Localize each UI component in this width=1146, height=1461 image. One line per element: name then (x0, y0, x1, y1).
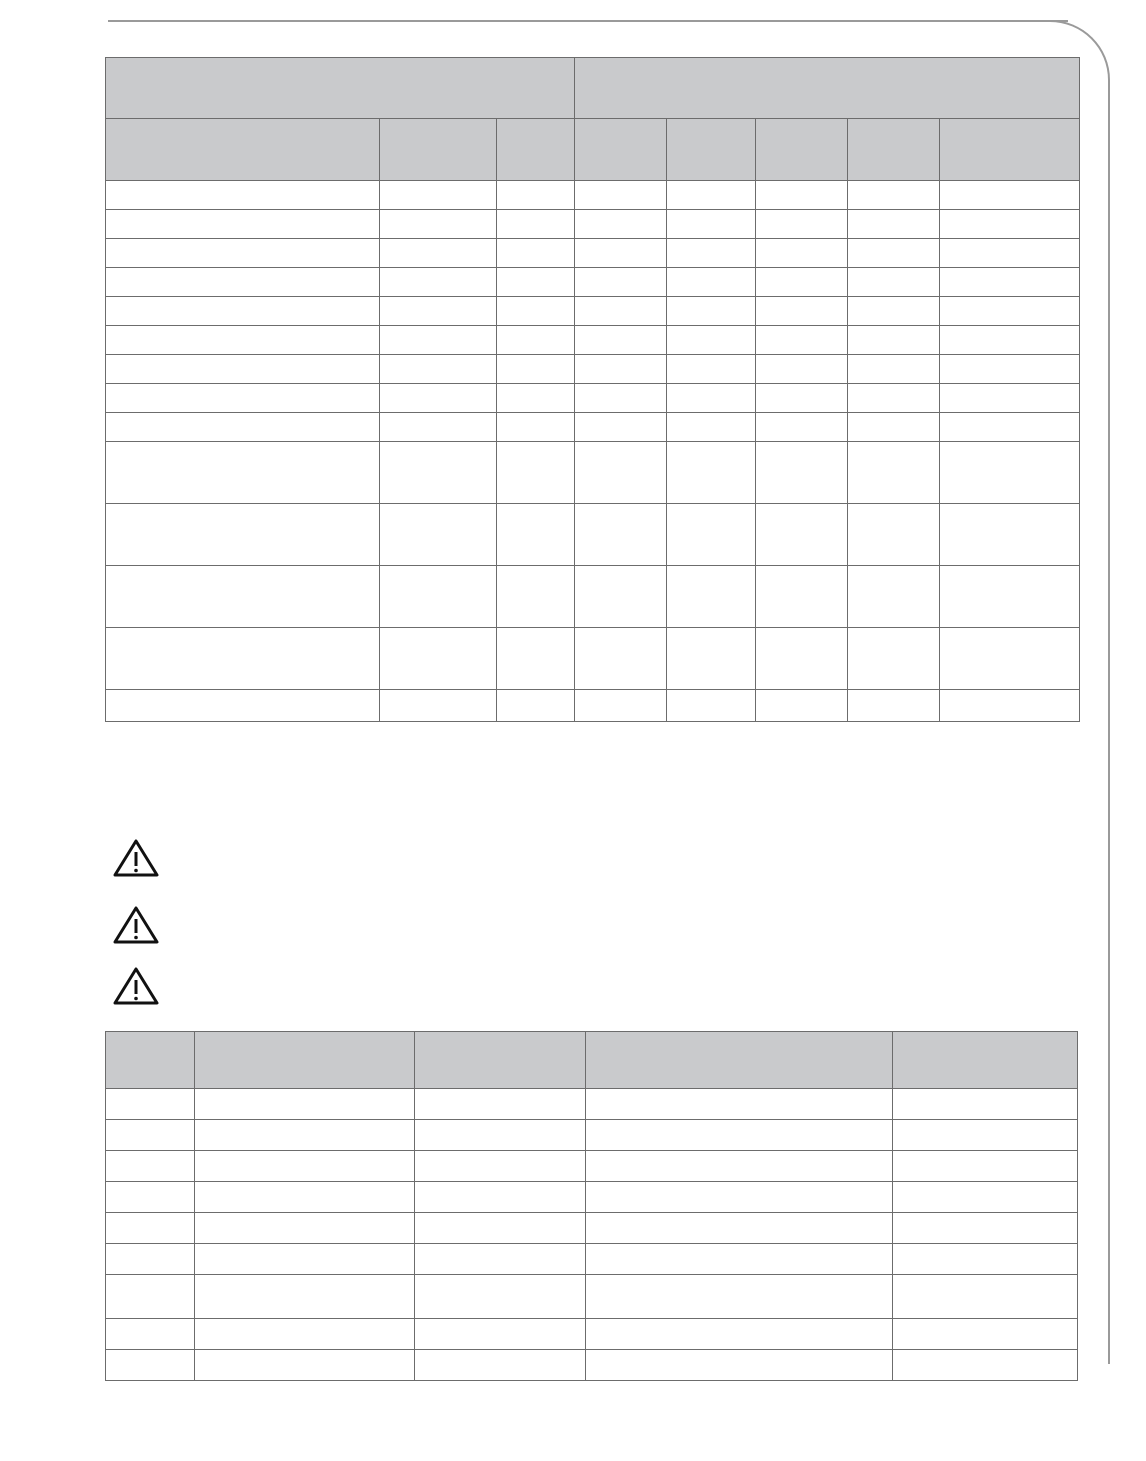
group-header-cell (575, 58, 1080, 119)
table-cell (756, 326, 848, 355)
table-cell (667, 210, 756, 239)
table-cell (575, 355, 667, 384)
table-cell (940, 326, 1080, 355)
table-cell (756, 384, 848, 413)
table-row (106, 1089, 1078, 1120)
table-cell (893, 1319, 1078, 1350)
table-cell (586, 1151, 893, 1182)
table-cell (380, 442, 497, 504)
column-header-cell (195, 1032, 415, 1089)
table-cell (497, 628, 575, 690)
table-cell (106, 1213, 195, 1244)
table-cell (195, 1089, 415, 1120)
table-cell (106, 1275, 195, 1319)
table-cell (497, 239, 575, 268)
table-cell (940, 690, 1080, 722)
table-cell (575, 297, 667, 326)
table-cell (415, 1182, 586, 1213)
table-cell (195, 1275, 415, 1319)
table-cell (940, 239, 1080, 268)
table-cell (497, 297, 575, 326)
table-cell (106, 239, 380, 268)
table-cell (667, 181, 756, 210)
table-cell (106, 1244, 195, 1275)
table-cell (756, 268, 848, 297)
table-cell (497, 566, 575, 628)
table-cell (575, 628, 667, 690)
table-cell (893, 1244, 1078, 1275)
table-cell (106, 504, 380, 566)
table-row (106, 1319, 1078, 1350)
table-cell (497, 268, 575, 297)
table-cell (848, 413, 940, 442)
table-cell (586, 1275, 893, 1319)
table-cell (586, 1120, 893, 1151)
table-cell (497, 355, 575, 384)
table-cell (893, 1089, 1078, 1120)
table-cell (415, 1089, 586, 1120)
table-cell (940, 268, 1080, 297)
column-header-cell (756, 119, 848, 181)
table-cell (940, 442, 1080, 504)
table-cell (497, 326, 575, 355)
table-column-header-row (106, 119, 1080, 181)
table-cell (575, 690, 667, 722)
table-cell (195, 1213, 415, 1244)
table-cell (586, 1182, 893, 1213)
table-cell (756, 181, 848, 210)
table-row (106, 628, 1080, 690)
column-header-cell (380, 119, 497, 181)
table-cell (575, 442, 667, 504)
table-cell (575, 504, 667, 566)
table-cell (756, 504, 848, 566)
table-cell (940, 413, 1080, 442)
table-row (106, 268, 1080, 297)
table-cell (893, 1213, 1078, 1244)
specification-table (105, 57, 1080, 722)
table-cell (106, 1182, 195, 1213)
table-cell (756, 442, 848, 504)
table-row (106, 413, 1080, 442)
table-cell (848, 355, 940, 384)
table-row (106, 566, 1080, 628)
table-cell (106, 1120, 195, 1151)
table-cell (415, 1275, 586, 1319)
table-row (106, 1275, 1078, 1319)
table-row (106, 297, 1080, 326)
table-cell (893, 1275, 1078, 1319)
table-row (106, 504, 1080, 566)
table-row (106, 1350, 1078, 1381)
table-cell (380, 690, 497, 722)
column-header-cell (106, 1032, 195, 1089)
table-cell (380, 181, 497, 210)
table-row (106, 210, 1080, 239)
table-cell (940, 181, 1080, 210)
table-cell (756, 210, 848, 239)
group-header-cell (106, 58, 575, 119)
table-cell (497, 690, 575, 722)
table-cell (586, 1213, 893, 1244)
table-cell (667, 504, 756, 566)
table-cell (667, 442, 756, 504)
table-cell (575, 268, 667, 297)
table-cell (195, 1182, 415, 1213)
table-cell (667, 297, 756, 326)
table-cell (497, 442, 575, 504)
table-cell (380, 504, 497, 566)
table-cell (756, 690, 848, 722)
table-cell (756, 413, 848, 442)
table-cell (848, 504, 940, 566)
table-cell (586, 1089, 893, 1120)
table-cell (380, 384, 497, 413)
table-cell (106, 355, 380, 384)
table-cell (575, 413, 667, 442)
table-cell (106, 413, 380, 442)
table-cell (667, 239, 756, 268)
table-cell (195, 1319, 415, 1350)
table-cell (106, 384, 380, 413)
page-frame-top-rule (108, 20, 1068, 22)
table-group-header-row (106, 58, 1080, 119)
column-header-cell (415, 1032, 586, 1089)
page-frame-right-rule (1108, 90, 1110, 1364)
table-cell (106, 1350, 195, 1381)
table-row (106, 1213, 1078, 1244)
table-cell (106, 1151, 195, 1182)
table-cell (848, 628, 940, 690)
table-cell (380, 566, 497, 628)
column-header-cell (848, 119, 940, 181)
table-cell (497, 384, 575, 413)
column-header-cell (667, 119, 756, 181)
table-cell (848, 268, 940, 297)
column-header-cell (586, 1032, 893, 1089)
table-row (106, 690, 1080, 722)
table-cell (106, 566, 380, 628)
table-cell (848, 566, 940, 628)
table-cell (106, 1089, 195, 1120)
table-cell (893, 1120, 1078, 1151)
table-cell (667, 690, 756, 722)
column-header-cell (893, 1032, 1078, 1089)
table-cell (575, 326, 667, 355)
table-cell (380, 297, 497, 326)
table-cell (380, 210, 497, 239)
table-cell (106, 326, 380, 355)
table-cell (586, 1350, 893, 1381)
table-cell (940, 384, 1080, 413)
table-cell (415, 1319, 586, 1350)
table-cell (575, 384, 667, 413)
table-row (106, 1120, 1078, 1151)
table-cell (848, 326, 940, 355)
table-cell (195, 1151, 415, 1182)
table-cell (940, 210, 1080, 239)
table-row (106, 1151, 1078, 1182)
table-cell (667, 268, 756, 297)
table-cell (848, 210, 940, 239)
table-cell (848, 690, 940, 722)
table-row (106, 442, 1080, 504)
table-cell (380, 268, 497, 297)
table-row (106, 181, 1080, 210)
table-cell (756, 566, 848, 628)
table-cell (667, 384, 756, 413)
table-cell (415, 1244, 586, 1275)
column-header-cell (497, 119, 575, 181)
table-row (106, 1182, 1078, 1213)
table-cell (586, 1244, 893, 1275)
table-cell (940, 566, 1080, 628)
table-cell (756, 355, 848, 384)
table-cell (415, 1151, 586, 1182)
table-cell (106, 268, 380, 297)
column-header-cell (940, 119, 1080, 181)
table-cell (380, 326, 497, 355)
table-cell (575, 210, 667, 239)
table-cell (106, 442, 380, 504)
table-cell (848, 181, 940, 210)
table-cell (848, 297, 940, 326)
column-header-cell (575, 119, 667, 181)
table-cell (575, 239, 667, 268)
table-cell (195, 1120, 415, 1151)
table-cell (415, 1120, 586, 1151)
table-column-header-row (106, 1032, 1078, 1089)
table-cell (756, 239, 848, 268)
table-cell (667, 628, 756, 690)
table-cell (575, 566, 667, 628)
table-cell (106, 297, 380, 326)
table-row (106, 326, 1080, 355)
table-cell (667, 566, 756, 628)
table-cell (893, 1350, 1078, 1381)
table-cell (667, 413, 756, 442)
table-cell (667, 326, 756, 355)
table-cell (497, 504, 575, 566)
table-row (106, 239, 1080, 268)
table-cell (848, 384, 940, 413)
table-cell (380, 413, 497, 442)
column-header-cell (106, 119, 380, 181)
table-cell (940, 355, 1080, 384)
table-cell (106, 1319, 195, 1350)
table-row (106, 384, 1080, 413)
table-cell (195, 1350, 415, 1381)
warning-triangle-icon (112, 905, 160, 945)
table-cell (195, 1244, 415, 1275)
table-row (106, 1244, 1078, 1275)
table-cell (940, 628, 1080, 690)
table-cell (497, 413, 575, 442)
table-cell (586, 1319, 893, 1350)
table-cell (940, 504, 1080, 566)
table-cell (893, 1151, 1078, 1182)
table-cell (848, 442, 940, 504)
table-cell (756, 297, 848, 326)
table-cell (106, 690, 380, 722)
table-cell (497, 210, 575, 239)
table-cell (756, 628, 848, 690)
table-cell (848, 239, 940, 268)
table-cell (415, 1213, 586, 1244)
table-cell (106, 628, 380, 690)
table-cell (940, 297, 1080, 326)
table-cell (893, 1182, 1078, 1213)
table-cell (380, 628, 497, 690)
table-cell (380, 355, 497, 384)
warning-triangle-icon (112, 966, 160, 1006)
table-cell (106, 210, 380, 239)
table-cell (415, 1350, 586, 1381)
code-table (105, 1031, 1078, 1381)
table-cell (667, 355, 756, 384)
warning-triangle-icon (112, 838, 160, 878)
table-row (106, 355, 1080, 384)
table-cell (497, 181, 575, 210)
table-cell (575, 181, 667, 210)
table-cell (380, 239, 497, 268)
table-cell (106, 181, 380, 210)
